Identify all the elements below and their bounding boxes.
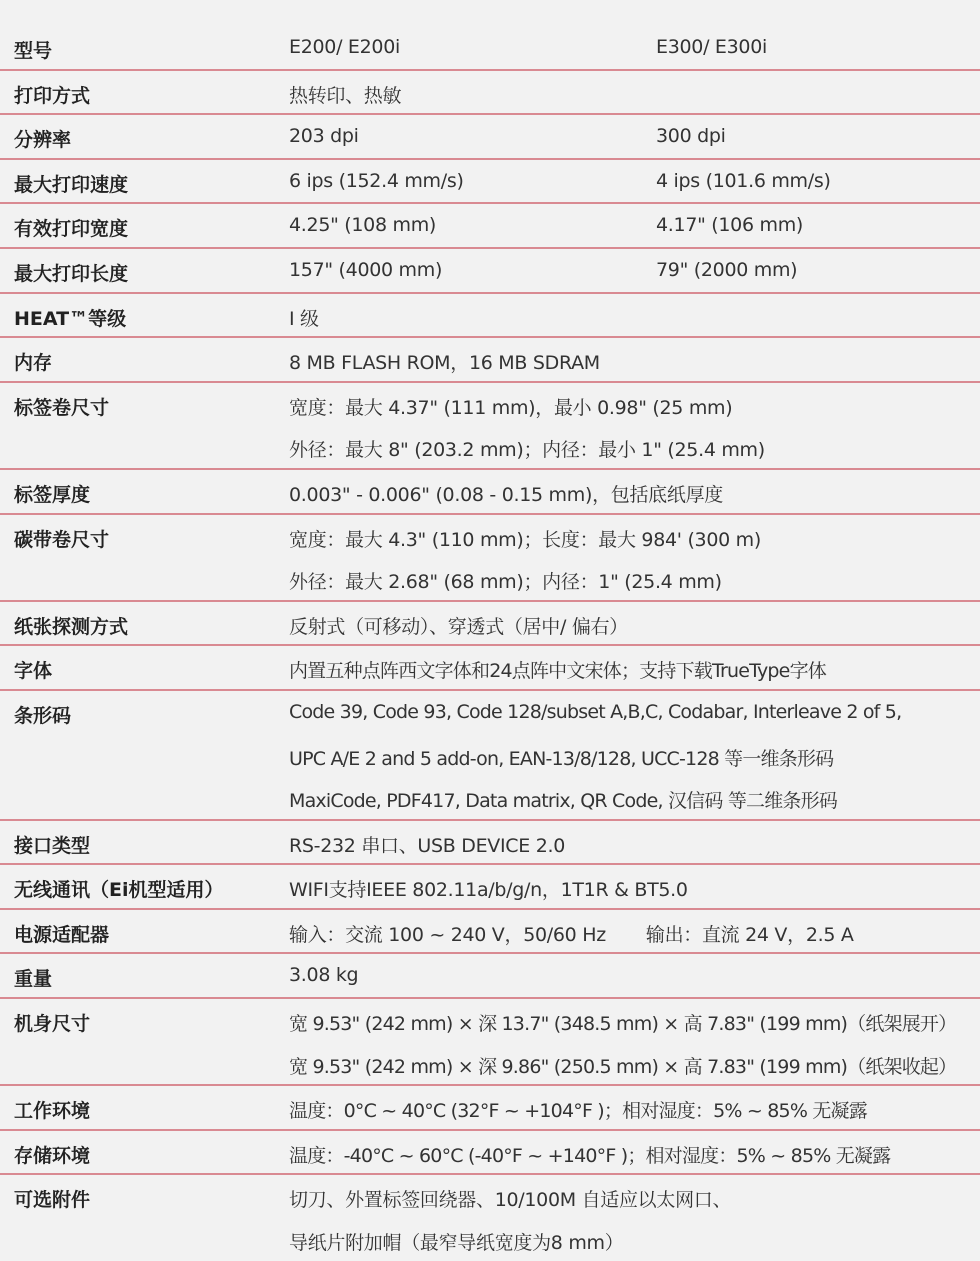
- spec-row-print-width: [0, 204, 980, 249]
- spec-row-accessories: [0, 1175, 980, 1260]
- spec-value-line: 外径：最大 2.68" (68 mm)；内径：1" (25.4 mm): [289, 571, 722, 594]
- spec-value: 反射式（可移动）、穿透式（居中/ 偏右）: [289, 615, 628, 638]
- spec-label: 机身尺寸: [14, 1013, 91, 1036]
- power-input: 输入：交流 100 ~ 240 V，50/60 Hz: [289, 923, 606, 946]
- spec-row-heat-level: [0, 294, 980, 339]
- spec-label: 接口类型: [14, 834, 91, 857]
- spec-value-power: [289, 920, 854, 947]
- spec-value-line: UPC A/E 2 and 5 add-on, EAN-13/8/128, UCC-128 等一维条形码: [289, 747, 834, 770]
- spec-label: 条形码: [14, 704, 72, 727]
- spec-row-ribbon-roll-size: [0, 515, 980, 602]
- spec-row-fonts: [0, 646, 980, 691]
- spec-row-storage-env: [0, 1131, 980, 1176]
- spec-value: 温度：0°C ~ 40°C (32°F ~ +104°F )；相对湿度：5% ~ 85% 无凝露: [289, 1100, 867, 1123]
- spec-label: 重量: [14, 968, 53, 991]
- spec-value-e300: 79" (2000 mm): [656, 258, 798, 281]
- spec-table: [0, 26, 980, 1261]
- spec-row-label-thickness: [0, 470, 980, 515]
- spec-label: 有效打印宽度: [14, 218, 129, 241]
- spec-label: 最大打印速度: [14, 173, 129, 196]
- spec-row-wireless: [0, 865, 980, 910]
- spec-value: WIFI支持IEEE 802.11a/b/g/n，1T1R & BT5.0: [289, 879, 688, 902]
- spec-label: 打印方式: [14, 84, 91, 107]
- spec-value: 热转印、热敏: [289, 84, 402, 107]
- spec-label: 标签卷尺寸: [14, 396, 110, 419]
- spec-label: 字体: [14, 660, 53, 683]
- spec-row-memory: [0, 338, 980, 383]
- spec-label: HEAT™等级: [14, 307, 127, 330]
- power-output: 输出：直流 24 V，2.5 A: [645, 923, 854, 946]
- spec-label: 工作环境: [14, 1100, 91, 1123]
- spec-row-model: [0, 26, 980, 71]
- spec-value-line: 宽 9.53" (242 mm) × 深 13.7" (348.5 mm) × 高 7.83" (199 mm)（纸架展开）: [289, 1013, 957, 1036]
- spec-value-line: Code 39, Code 93, Code 128/subset A,B,C, Codabar, Interleave 2 of 5,: [289, 700, 902, 723]
- spec-row-print-method: [0, 71, 980, 116]
- spec-value-line: 外径：最大 8" (203.2 mm)；内径：最小 1" (25.4 mm): [289, 439, 765, 462]
- spec-label: 最大打印长度: [14, 262, 129, 285]
- spec-value: 温度：-40°C ~ 60°C (-40°F ~ +140°F )；相对湿度：5% ~ 85% 无凝露: [289, 1144, 891, 1167]
- spec-label: 碳带卷尺寸: [14, 528, 110, 551]
- spec-label: 存储环境: [14, 1144, 91, 1167]
- spec-value-e200: 4.25" (108 mm): [289, 214, 437, 237]
- spec-label: 型号: [14, 40, 53, 62]
- spec-value-e300: E300/ E300i: [656, 36, 767, 58]
- spec-label: 内存: [14, 352, 53, 375]
- spec-label: 无线通讯（Ei机型适用）: [14, 879, 224, 902]
- spec-value-line: 宽 9.53" (242 mm) × 深 9.86" (250.5 mm) × 高 7.83" (199 mm)（纸架收起）: [289, 1055, 957, 1078]
- spec-row-resolution: [0, 115, 980, 160]
- spec-row-weight: [0, 954, 980, 999]
- spec-row-media-sensor: [0, 602, 980, 647]
- spec-value: 8 MB FLASH ROM，16 MB SDRAM: [289, 352, 600, 375]
- spec-value: 0.003" - 0.006" (0.08 - 0.15 mm)，包括底纸厚度: [289, 483, 723, 506]
- spec-row-operating-env: [0, 1086, 980, 1131]
- spec-value-e300: 300 dpi: [656, 125, 726, 148]
- spec-row-dimensions: [0, 999, 980, 1086]
- spec-label: 分辨率: [14, 129, 72, 152]
- spec-value-line: 宽度：最大 4.3" (110 mm)；长度：最大 984' (300 m): [289, 528, 761, 551]
- spec-value: 内置五种点阵西文字体和24点阵中文宋体；支持下载TrueType字体: [289, 660, 826, 683]
- spec-value-e200: 203 dpi: [289, 125, 359, 148]
- spec-row-max-speed: [0, 160, 980, 205]
- spec-label: 标签厚度: [14, 483, 91, 506]
- spec-value-line: 宽度：最大 4.37" (111 mm)，最小 0.98" (25 mm): [289, 396, 733, 419]
- spec-label: 可选附件: [14, 1189, 91, 1212]
- spec-row-print-length: [0, 249, 980, 294]
- spec-value-line: 导纸片附加帽（最窄导纸宽度为8 mm）: [289, 1232, 624, 1255]
- spec-row-power-adapter: [0, 910, 980, 955]
- spec-value: RS-232 串口、USB DEVICE 2.0: [289, 834, 566, 857]
- spec-value: I 级: [289, 307, 319, 330]
- spec-value-e200: 6 ips (152.4 mm/s): [289, 169, 464, 192]
- spec-value-line: MaxiCode, PDF417, Data matrix, QR Code, 汉信码 等二维条形码: [289, 790, 838, 813]
- spec-value-line: 切刀、外置标签回绕器、10/100M 自适应以太网口、: [289, 1189, 732, 1212]
- spec-value: 3.08 kg: [289, 964, 359, 987]
- spec-value-e200: 157" (4000 mm): [289, 258, 443, 281]
- spec-value-e300: 4 ips (101.6 mm/s): [656, 169, 831, 192]
- spec-value-e300: 4.17" (106 mm): [656, 214, 804, 237]
- spec-row-label-roll-size: [0, 383, 980, 470]
- spec-row-interface: [0, 821, 980, 866]
- spec-value-e200: E200/ E200i: [289, 36, 400, 58]
- spec-label: 纸张探测方式: [14, 615, 129, 638]
- spec-row-barcodes: [0, 691, 980, 821]
- spec-label: 电源适配器: [14, 923, 110, 946]
